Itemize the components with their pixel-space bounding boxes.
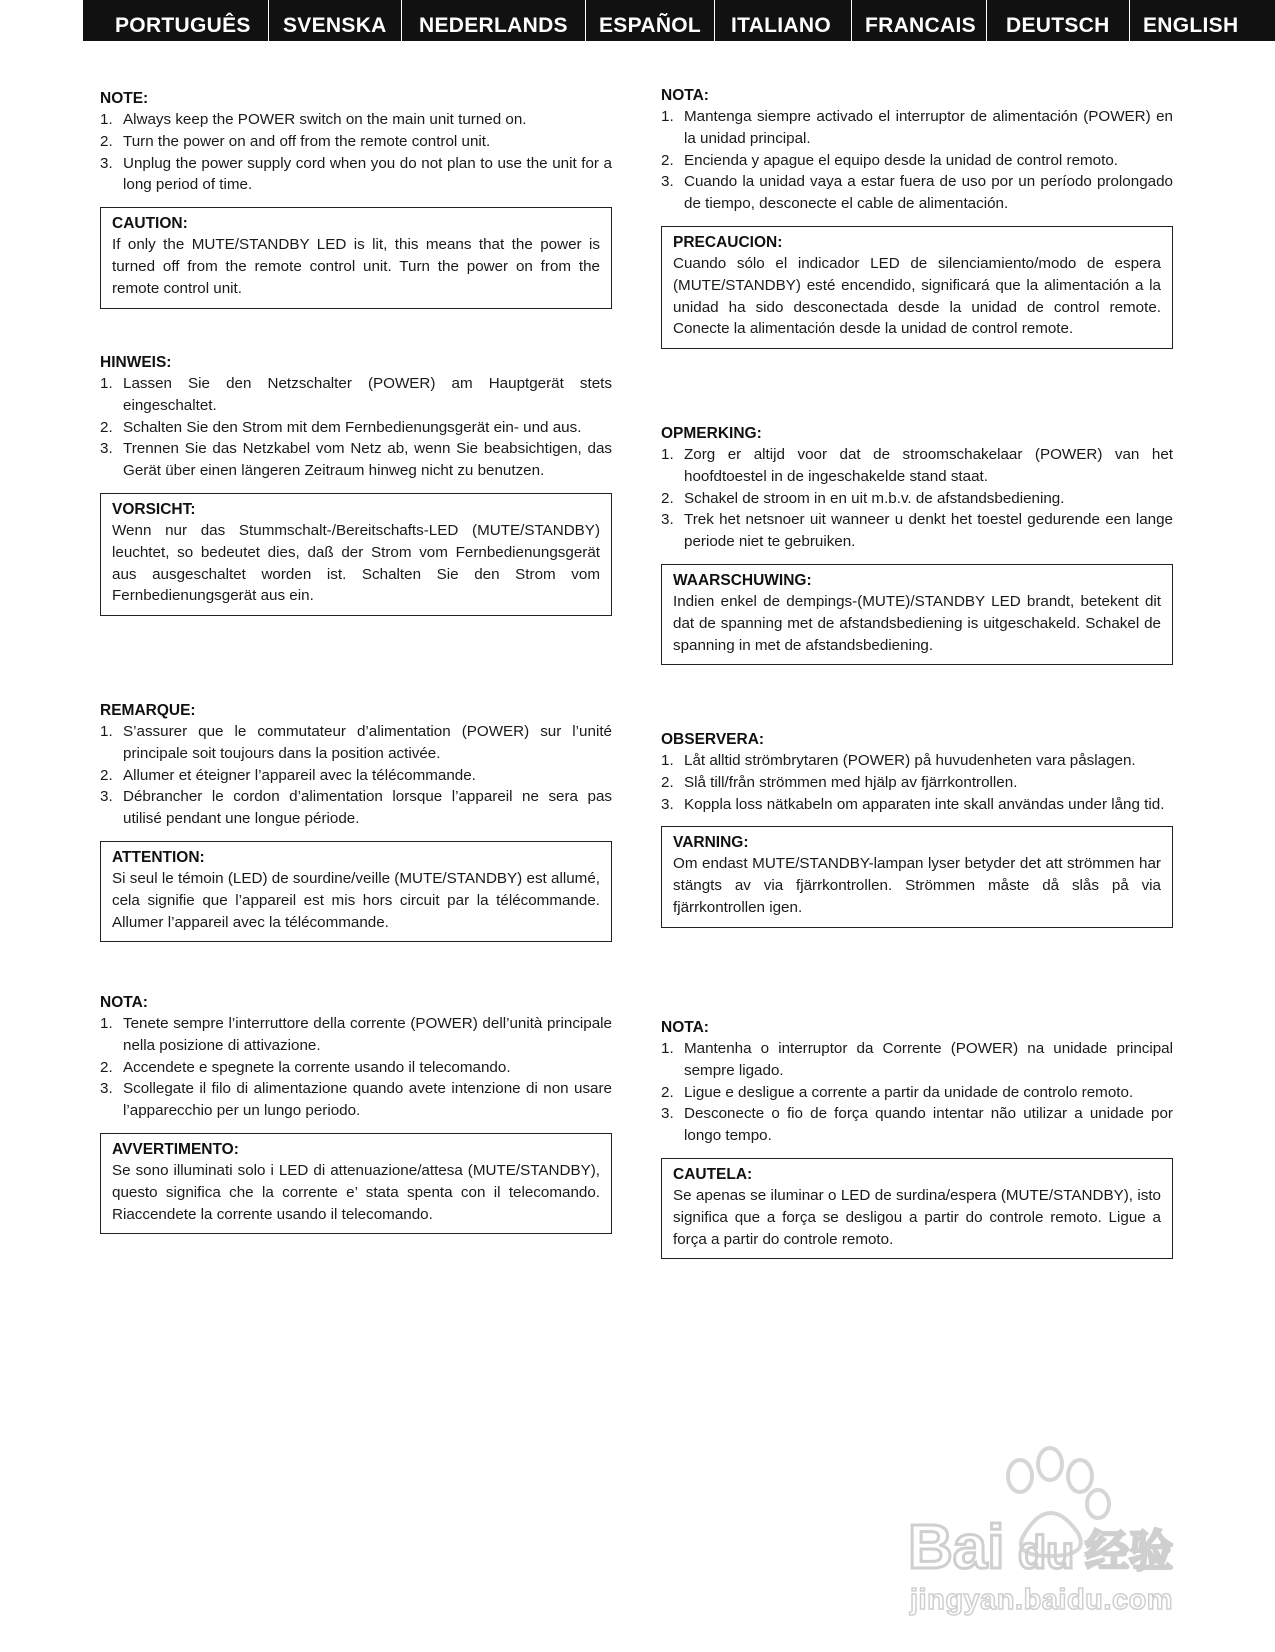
svg-text:经验: 经验 [1085, 1526, 1173, 1577]
svg-text:du: du [1018, 1526, 1075, 1578]
tab-english[interactable]: ENGLISH [1143, 14, 1239, 37]
caution-box [661, 564, 1173, 665]
list-item: 2. Accendete e spegnete la corrente usando il telecomando. [100, 1058, 511, 1076]
tab-divider [714, 0, 715, 41]
list-item: 3. Trek het netsnoer uit wanneer u denkt het toestel gedurende een lange periode niet te gebruiken. [661, 511, 1173, 551]
list-item: 2. Allumer et éteigner l’appareil avec la télécommande. [100, 766, 476, 784]
tab-divider [851, 0, 852, 41]
caution-text: Wenn nur das Stummschalt-/Bereitschafts-LED (MUTE/STANDBY) leuchtet, so bedeutet dies, daß der Strom vom Fernbedienungsgerät aus ausgeschaltet worden ist. Schalten Sie den Strom vom Fernbedienungsgerät aus ein. [112, 521, 600, 605]
caution-box [661, 226, 1173, 349]
caution-text: Si seul le témoin (LED) de sourdine/veille (MUTE/STANDBY) est allumé, cela signifie que l’appareil est mis hors circuit par la télécommande. Allumer l’appareil avec la télécommande. [112, 869, 600, 931]
tab-espanol[interactable]: ESPAÑOL [599, 14, 702, 37]
language-tab-bar [83, 0, 1275, 41]
section-francais [100, 700, 612, 942]
list-item: 2. Schalten Sie den Strom mit dem Fernbedienungsgerät ein- und aus. [100, 418, 582, 436]
note-list [100, 1013, 612, 1122]
section-deutsch [100, 352, 612, 616]
note-list [661, 106, 1173, 215]
tab-italiano[interactable]: ITALIANO [731, 14, 831, 37]
list-item: 3. Unplug the power supply cord when you do not plan to use the unit for a long period of time. [100, 154, 612, 194]
list-item: 1. Mantenha o interruptor da Corrente (POWER) na unidade principal sempre ligado. [661, 1040, 1173, 1079]
list-item: 2. Encienda y apague el equipo desde la unidad de control remoto. [661, 151, 1119, 169]
list-item: 2. Ligue e desligue a corrente a partir da unidade de controlo remoto. [661, 1083, 1134, 1101]
tab-divider [585, 0, 586, 41]
caution-text: Indien enkel de dempings-(MUTE)/STANDBY LED brandt, betekent dit dat de spanning met de afstandsbediening is uitgeschakeld. Schakel de spanning in met de afstandsbediening. [673, 592, 1161, 654]
list-item: 2. Turn the power on and off from the remote control unit. [100, 132, 491, 150]
tab-svenska[interactable]: SVENSKA [283, 14, 387, 37]
note-list [661, 444, 1173, 553]
section-portugues [661, 1017, 1173, 1259]
list-item: 3. Trennen Sie das Netzkabel vom Netz ab, wenn Sie beabsichtigen, das Gerät über einen längeren Zeitraum hinweg nicht zu benutzen. [100, 440, 612, 480]
tab-deutsch[interactable]: DEUTSCH [1006, 14, 1110, 37]
watermark-url: jingyan.baidu.com [910, 1584, 1174, 1616]
caution-text: Se apenas se iluminar o LED de surdina/espera (MUTE/STANDBY), isto significa que a força se desligou a partir do controle remoto. Ligue a força a partir do controle remoto. [673, 1186, 1161, 1248]
section-title: NOTE: [100, 90, 149, 107]
caution-title: PRECAUCION: [673, 233, 783, 251]
caution-title: CAUTION: [112, 215, 188, 233]
list-item: 1. S’assurer que le commutateur d’alimentation (POWER) sur l’unité principale soit toujours dans la position activée. [100, 723, 612, 762]
section-title: NOTA: [661, 1019, 709, 1036]
list-item: 1. Låt alltid strömbrytaren (POWER) på huvudenheten vara påslagen. [661, 752, 1136, 769]
caution-box [661, 826, 1173, 927]
baidu-watermark [900, 1438, 1200, 1638]
section-title: REMARQUE: [100, 702, 196, 719]
tab-divider [1129, 0, 1130, 41]
list-item: 3. Desconecte o fio de força quando intentar não utilizar a unidade por longo tempo. [661, 1105, 1173, 1145]
tab-portugues[interactable]: PORTUGUÊS [115, 14, 251, 37]
list-item: 3. Débrancher le cordon d’alimentation lorsque l’appareil ne sera pas utilisé pendant une longue période. [100, 788, 612, 828]
list-item: 1. Mantenga siempre activado el interruptor de alimentación (POWER) en la unidad principal. [661, 108, 1173, 147]
note-list [100, 373, 612, 482]
list-item: 1. Zorg er altijd voor dat de stroomschakelaar (POWER) van het hoofdtoestel in de ingeschakelde stand staat. [661, 446, 1173, 485]
section-title: OBSERVERA: [661, 731, 765, 748]
section-svenska [661, 729, 1173, 928]
caution-box [661, 1158, 1173, 1259]
tab-divider [268, 0, 269, 41]
section-italiano [100, 992, 612, 1234]
caution-text: Cuando sólo el indicador LED de silenciamiento/modo de espera (MUTE/STANDBY) esté encendido, significará que la alimentación a la unidad ha sido desconectada desde la unidad de control remote. Conecte la alimentación desde la unidad de control remote. [673, 254, 1161, 338]
note-list [100, 109, 612, 196]
section-title: NOTA: [661, 87, 709, 104]
caution-box [100, 493, 612, 616]
list-item: 1. Lassen Sie den Netzschalter (POWER) am Hauptgerät stets eingeschaltet. [100, 375, 612, 414]
list-item: 3. Koppla loss nätkabeln om apparaten inte skall användas under lång tid. [661, 795, 1165, 813]
caution-title: VARNING: [673, 834, 749, 852]
section-english [100, 88, 612, 309]
caution-text: Se sono illuminati solo i LED di attenuazione/attesa (MUTE/STANDBY), questo significa che la corrente e’ stata spenta con il telecomando. Riaccendete la corrente usando il telecomando. [112, 1161, 600, 1223]
section-title: NOTA: [100, 994, 148, 1011]
caution-title: WAARSCHUWING: [673, 571, 812, 589]
tab-francais[interactable]: FRANCAIS [865, 14, 976, 37]
caution-title: CAUTELA: [673, 1165, 753, 1183]
caution-title: ATTENTION: [112, 848, 205, 866]
note-list [661, 750, 1173, 815]
tab-divider [986, 0, 987, 41]
list-item: 1. Tenete sempre l’interruttore della corrente (POWER) dell’unità principale nella posizione di attivazione. [100, 1015, 612, 1054]
list-item: 3. Scollegate il filo di alimentazione quando avete intenzione di non usare l’apparecchio per un lungo periodo. [100, 1080, 612, 1120]
section-espanol [661, 85, 1173, 349]
caution-text: If only the MUTE/STANDBY LED is lit, this means that the power is turned off from the remote control unit. Turn the power on from the remote control unit. [112, 236, 600, 297]
caution-box [100, 841, 612, 942]
caution-text: Om endast MUTE/STANDBY-lampan lyser betyder det att strömmen har stängts av via fjärrkontrollen. Strömmen måste då slås på via fjärrkontrollen igen. [673, 855, 1161, 916]
section-title: OPMERKING: [661, 425, 762, 442]
section-nederlands [661, 423, 1173, 665]
list-item: 3. Cuando la unidad vaya a estar fuera de uso por un período prolongado de tiempo, desconecte el cable de alimentación. [661, 173, 1173, 213]
caution-box [100, 207, 612, 308]
tab-nederlands[interactable]: NEDERLANDS [419, 14, 568, 37]
section-title: HINWEIS: [100, 354, 172, 371]
list-item: 2. Schakel de stroom in en uit m.b.v. de afstandsbediening. [661, 489, 1065, 507]
note-list [100, 721, 612, 830]
caution-title: VORSICHT: [112, 500, 196, 518]
list-item: 1. Always keep the POWER switch on the main unit turned on. [100, 111, 527, 128]
tab-divider [401, 0, 402, 41]
list-item: 2. Slå till/från strömmen med hjälp av fjärrkontrollen. [661, 773, 1018, 791]
caution-box [100, 1133, 612, 1234]
caution-title: AVVERTIMENTO: [112, 1140, 239, 1158]
svg-text:Bai: Bai [908, 1513, 1005, 1582]
note-list [661, 1038, 1173, 1147]
